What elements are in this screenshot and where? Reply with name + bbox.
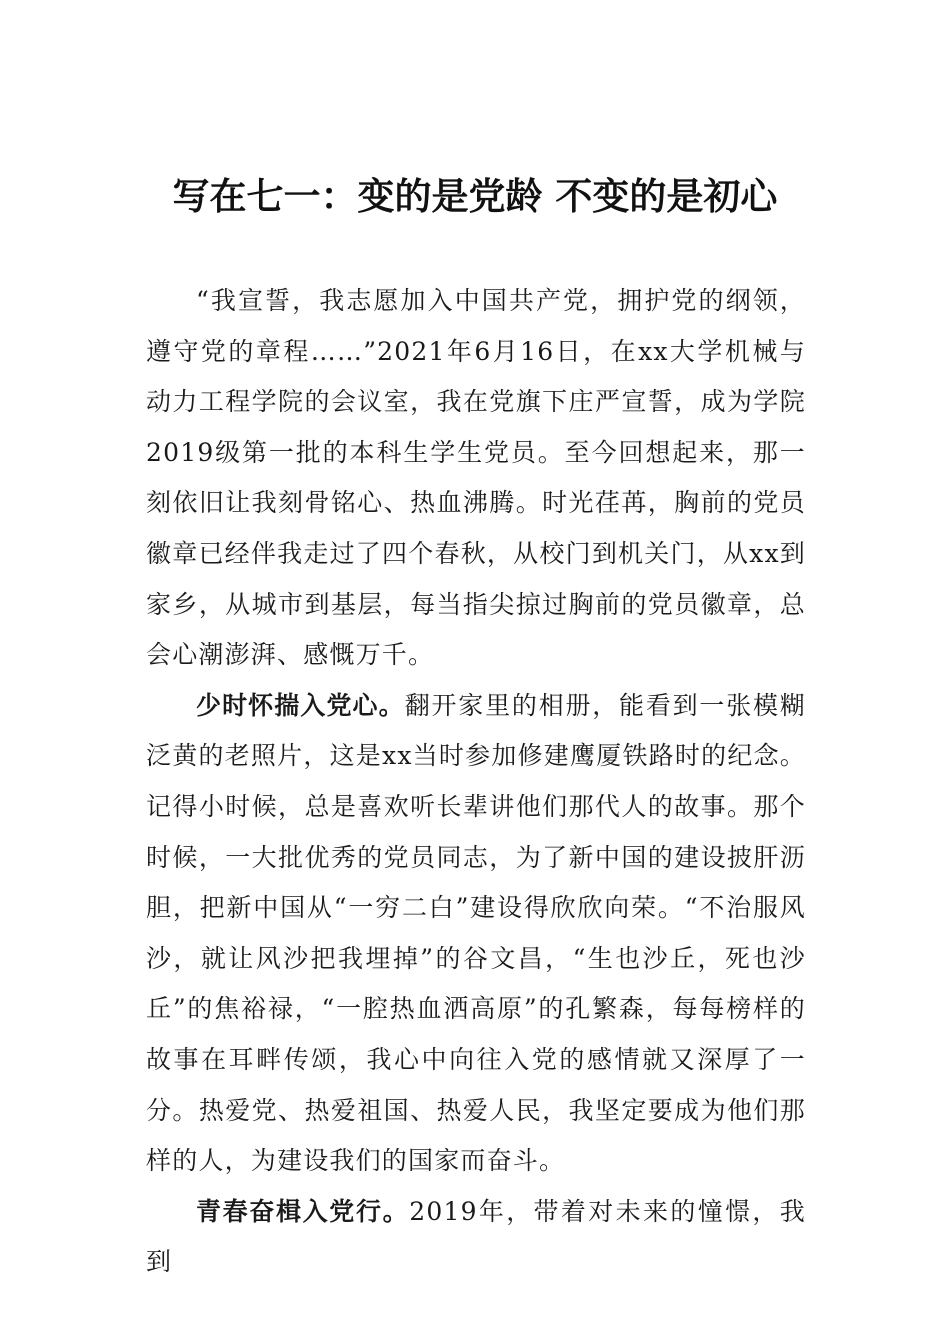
- paragraph-childhood-text: 翻开家里的相册，能看到一张模糊泛黄的老照片，这是xx当时参加修建鹰厦铁路时的纪念。记得小时候，总是喜欢听长辈讲他们那代人的故事。那个时候，一大批优秀的党员同志，为了新中国的建设披肝沥胆，把新中国从“一穷二白”建设得欣欣向荣。“不治服风沙，就让风沙把我埋掉”的谷文昌，“生也沙丘，死也沙丘”的焦裕禄，“一腔热血洒高原”的孔繁森，每每榜样的故事在耳畔传颂，我心中向往入党的感情就又深厚了一分。热爱党、热爱祖国、热爱人民，我坚定要成为他们那样的人，为建设我们的国家而奋斗。: [146, 690, 806, 1176]
- document-title: 写在七一：变的是党龄 不变的是初心: [172, 174, 778, 218]
- paragraph-youth-heading: 青春奋楫入党行。: [196, 1196, 410, 1226]
- paragraph-childhood: [146, 681, 806, 1187]
- document-body: [146, 276, 806, 1288]
- paragraph-youth-text: 2019年，带着对未来的憧憬，我到: [146, 1196, 806, 1277]
- paragraph-oath-text: “我宣誓，我志愿加入中国共产党，拥护党的纲领，遵守党的章程……”2021年6月16日，在xx大学机械与动力工程学院的会议室，我在党旗下庄严宣誓，成为学院2019级第一批的本科生学生党员。至今回想起来，那一刻依旧让我刻骨铭心、热血沸腾。时光荏苒，胸前的党员徽章已经伴我走过了四个春秋，从校门到机关门，从xx到家乡，从城市到基层，每当指尖掠过胸前的党员徽章，总会心潮澎湃、感慨万千。: [146, 286, 806, 670]
- paragraph-youth: [146, 1187, 806, 1288]
- paragraph-childhood-heading: 少时怀揣入党心。: [196, 690, 405, 720]
- paragraph-oath: [146, 276, 806, 681]
